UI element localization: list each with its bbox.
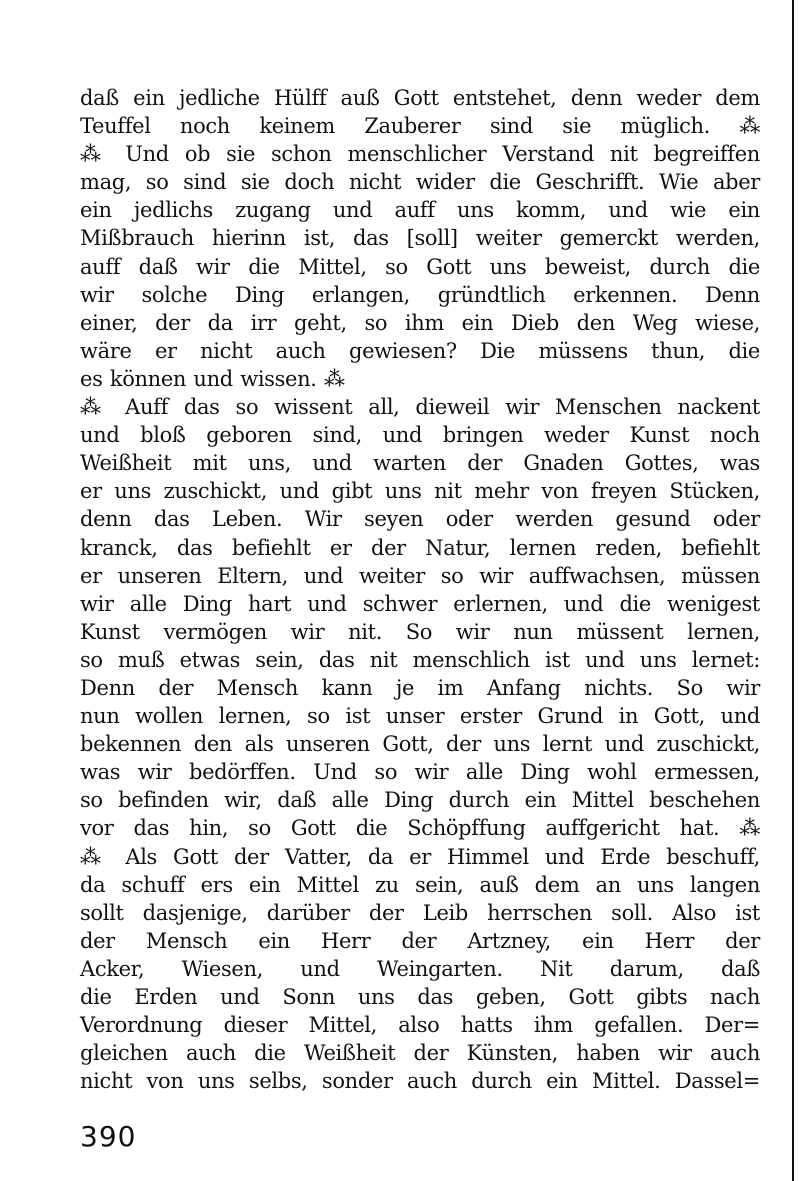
- text-line: Mißbrauch hierinn ist, das [soll] weiter gemerckt werden,: [80, 226, 760, 251]
- text-line: so befinden wir, daß alle Ding durch ein Mittel beschehen: [80, 788, 760, 813]
- text-line: da schuff ers ein Mittel zu sein, auß dem an uns langen: [80, 872, 760, 897]
- text-line: Kunst vermögen wir nit. So wir nun müssent lernen,: [80, 619, 760, 644]
- text-line: denn das Leben. Wir seyen oder werden gesund oder: [80, 507, 760, 532]
- text-line: gleichen auch die Weißheit der Künsten, haben wir auch: [80, 1041, 760, 1066]
- text-line: wäre er nicht auch gewiesen? Die müssens thun, die: [80, 338, 760, 363]
- text-line: ein jedlichs zugang und auff uns komm, und wie ein: [80, 198, 760, 223]
- body-text: [80, 84, 760, 1095]
- text-line: kranck, das befiehlt er der Natur, lernen reden, befiehlt: [80, 535, 760, 560]
- text-line: ⁂ Und ob sie schon menschlicher Verstand nit begreiffen: [80, 142, 760, 167]
- text-line: und bloß geboren sind, und bringen weder Kunst noch: [80, 423, 760, 448]
- text-line: der Mensch ein Herr der Artzney, ein Herr der: [80, 928, 760, 953]
- text-line: Weißheit mit uns, und warten der Gnaden Gottes, was: [80, 451, 760, 476]
- text-line: so muß etwas sein, das nit menschlich ist und uns lernet:: [80, 647, 760, 672]
- text-line: es können und wissen. ⁂: [80, 366, 345, 391]
- text-line: er uns zuschickt, und gibt uns nit mehr von freyen Stücken,: [80, 479, 760, 504]
- text-line: mag, so sind sie doch nicht wider die Geschrifft. Wie aber: [80, 170, 760, 195]
- text-line: sollt dasjenige, darüber der Leib herrschen soll. Also ist: [80, 900, 760, 925]
- text-line: vor das hin, so Gott die Schöpffung auffgericht hat. ⁂: [80, 816, 760, 841]
- page-number: 390: [80, 1120, 137, 1153]
- text-line: Verordnung dieser Mittel, also hatts ihm gefallen. Der=: [80, 1013, 760, 1038]
- text-line: was wir bedörffen. Und so wir alle Ding wohl ermessen,: [80, 760, 760, 785]
- text-line: Teuffel noch keinem Zauberer sind sie müglich. ⁂: [80, 114, 760, 139]
- text-line: ⁂ Als Gott der Vatter, da er Himmel und Erde beschuff,: [80, 844, 760, 869]
- page-edge-divider: [792, 0, 794, 1181]
- text-line: nicht von uns selbs, sonder auch durch ein Mittel. Dassel=: [80, 1069, 760, 1094]
- text-line: er unseren Eltern, und weiter so wir auffwachsen, müssen: [80, 563, 760, 588]
- text-line: einer, der da irr geht, so ihm ein Dieb den Weg wiese,: [80, 310, 760, 335]
- text-line: daß ein jedliche Hülff auß Gott entstehet, denn weder dem: [80, 86, 760, 110]
- text-line: wir alle Ding hart und schwer erlernen, und die wenigest: [80, 591, 760, 616]
- text-line: bekennen den als unseren Gott, der uns lernt und zuschickt,: [80, 732, 760, 757]
- text-line: wir solche Ding erlangen, gründtlich erkennen. Denn: [80, 282, 760, 307]
- text-line: Denn der Mensch kann je im Anfang nichts. So wir: [80, 675, 760, 700]
- text-line: Acker, Wiesen, und Weingarten. Nit darum, daß: [80, 956, 760, 981]
- text-line: die Erden und Sonn uns das geben, Gott gibts nach: [80, 985, 760, 1009]
- text-line: ⁂ Auff das so wissent all, dieweil wir Menschen nackent: [80, 395, 760, 420]
- text-line: nun wollen lernen, so ist unser erster Grund in Gott, und: [80, 704, 760, 729]
- text-line: auff daß wir die Mittel, so Gott uns beweist, durch die: [80, 254, 760, 279]
